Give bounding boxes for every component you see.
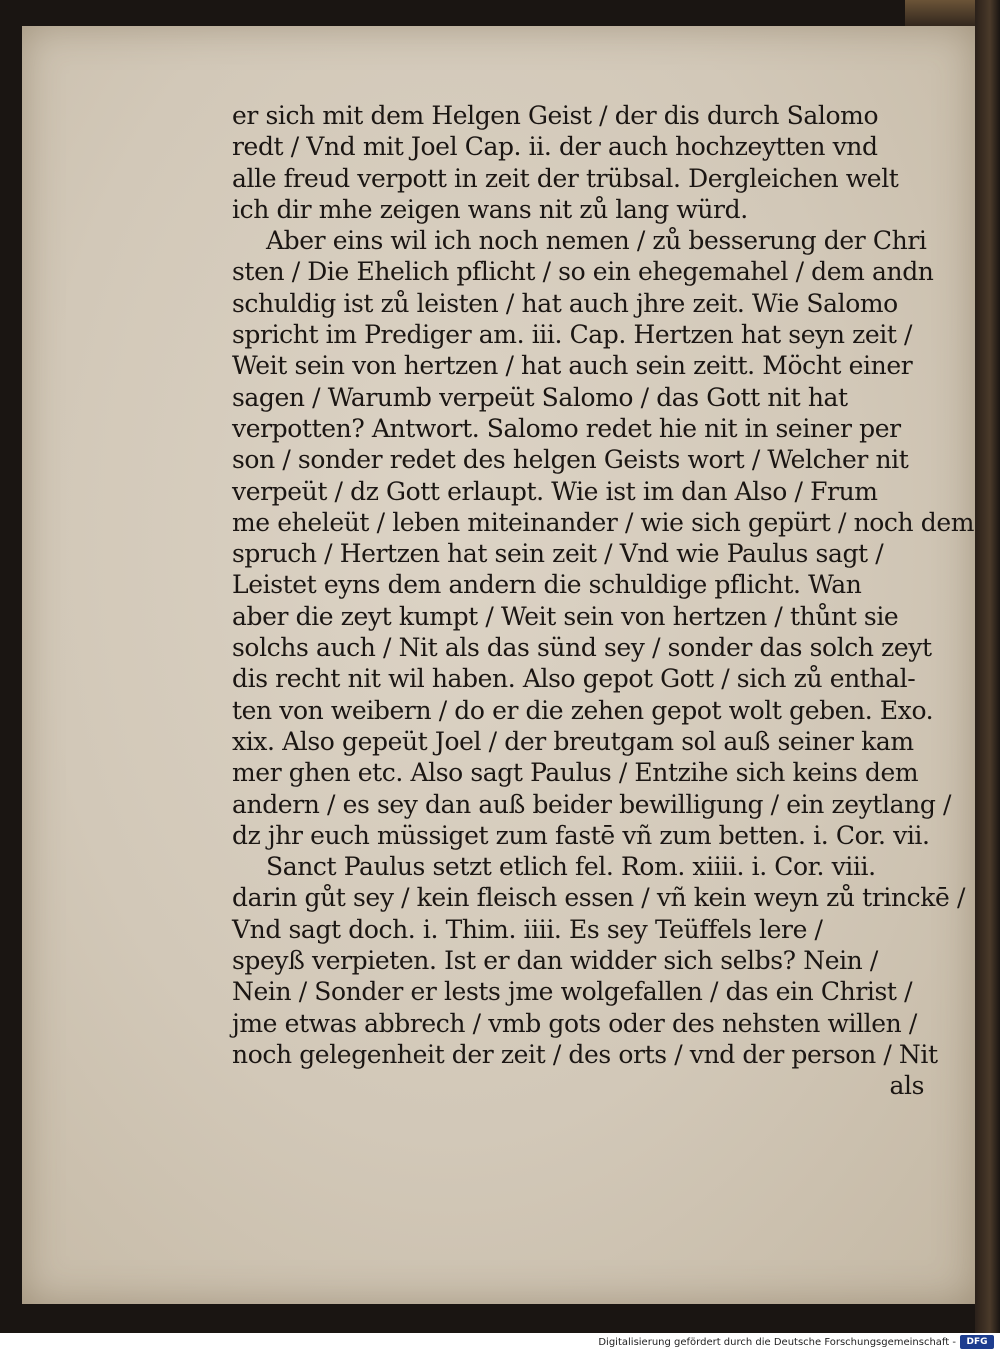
text-line: speyß verpieten. Ist er dan widder sich selbs? Nein / — [232, 946, 878, 976]
text-line: Sanct Paulus setzt etlich fel. Rom. xiiii. i. Cor. viii. — [266, 852, 876, 882]
text-line: aber die zeyt kumpt / Weit sein von hertzen / thůnt sie — [232, 601, 899, 631]
book-edge-right — [975, 0, 1000, 1333]
text-line: schuldig ist zů leisten / hat auch jhre zeit. Wie Salomo — [232, 288, 898, 318]
dfg-logo: DFG — [960, 1335, 994, 1349]
text-line: sten / Die Ehelich pflicht / so ein ehegemahel / dem andn — [232, 257, 934, 287]
text-line: son / sonder redet des helgen Geists wort / Welcher nit — [232, 445, 909, 475]
text-line: er sich mit dem Helgen Geist / der dis durch Salomo — [232, 101, 879, 130]
text-line: me eheleüt / leben miteinander / wie sich gepürt / noch dem — [232, 507, 975, 537]
text-line: ich dir mhe zeigen wans nit zů lang würd. — [232, 194, 748, 224]
text-line: redt / Vnd mit Joel Cap. ii. der auch hochzeytten vnd — [232, 132, 878, 162]
text-line: sagen / Warumb verpeüt Salomo / das Gott nit hat — [232, 382, 848, 412]
text-line: jme etwas abbrech / vmb gots oder des nehsten willen / — [232, 1008, 917, 1038]
text-line: andern / es sey dan auß beider bewilligung / ein zeytlang / — [232, 789, 951, 819]
text-line: spruch / Hertzen hat sein zeit / Vnd wie Paulus sagt / — [232, 539, 884, 569]
text-line: Leistet eyns dem andern die schuldige pflicht. Wan — [232, 570, 862, 600]
funding-credit: Digitalisierung gefördert durch die Deutsche Forschungsgemeinschaft - — [598, 1337, 956, 1348]
text-line: Nein / Sonder er lests jme wolgefallen / das ein Christ / — [232, 977, 913, 1007]
text-line: Aber eins wil ich noch nemen / zů besserung der Chri — [266, 226, 927, 256]
page-text — [232, 100, 975, 1102]
text-line: verpotten? Antwort. Salomo redet hie nit in seiner per — [232, 413, 901, 443]
catchword: als — [889, 1071, 924, 1101]
text-line: Weit sein von hertzen / hat auch sein zeitt. Möcht einer — [232, 351, 913, 381]
text-line: spricht im Prediger am. iii. Cap. Hertzen hat seyn zeit / — [232, 320, 913, 350]
text-line: xix. Also gepeüt Joel / der breutgam sol auß seiner kam — [232, 726, 914, 756]
text-line: mer ghen etc. Also sagt Paulus / Entzihe sich keins dem — [232, 758, 919, 788]
text-line: verpeüt / dz Gott erlaupt. Wie ist im dan Also / Frum — [232, 476, 878, 506]
text-line: darin gůt sey / kein fleisch essen / vñ kein weyn zů trinckē / — [232, 883, 965, 913]
footer-bar — [0, 1333, 1000, 1353]
text-line: noch gelegenheit der zeit / des orts / vnd der person / Nit — [232, 1039, 938, 1069]
text-line: solchs auch / Nit als das sünd sey / sonder das solch zeyt — [232, 633, 932, 663]
text-line: dz jhr euch müssiget zum fastē vñ zum betten. i. Cor. vii. — [232, 820, 930, 850]
text-line: ten von weibern / do er die zehen gepot wolt geben. Exo. — [232, 695, 934, 725]
text-line: Vnd sagt doch. i. Thim. iiii. Es sey Teüffels lere / — [232, 914, 823, 944]
text-line: alle freud verpott in zeit der trübsal. Dergleichen welt — [232, 163, 899, 193]
text-line: dis recht nit wil haben. Also gepot Gott / sich zů enthal- — [232, 664, 916, 694]
